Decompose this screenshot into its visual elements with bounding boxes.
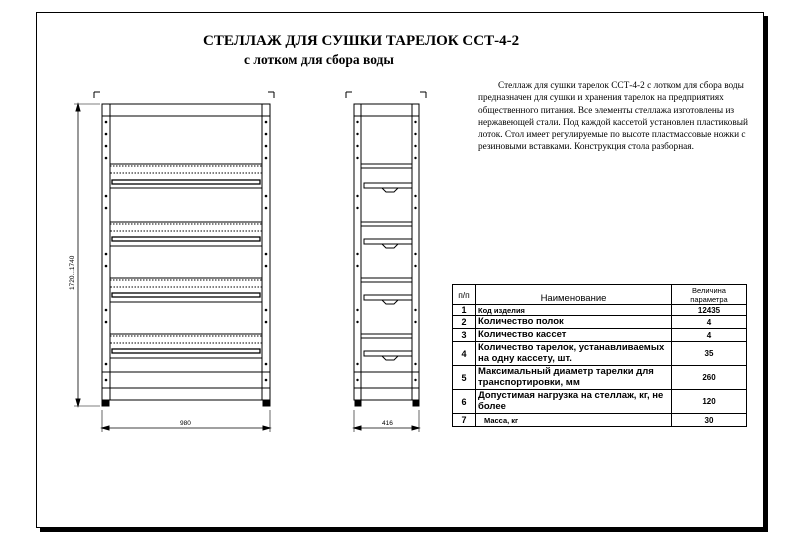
row-value: 35 [672,342,747,366]
row-num: 7 [453,414,476,427]
table-row [453,390,747,414]
row-name: Максимальный диаметр тарелки для транспортировки, мм [476,366,672,390]
specification-table [452,284,747,427]
row-num: 3 [453,329,476,342]
side-view [346,92,426,432]
header-num: п/п [453,285,476,305]
header-name: Наименование [476,285,672,305]
row-name: Количество тарелок, устанавливаемых на одну кассету, шт. [476,342,672,366]
front-shelf-4 [110,334,262,358]
front-view [74,92,274,432]
depth-dimension-label: 416 [382,420,393,427]
row-value: 4 [672,316,747,329]
product-description: Стеллаж для сушки тарелок ССТ-4-2 с лотком для сбора воды предназначен для сушки и хранения тарелок на предприятиях общественного питания. Все элементы стеллажа изготовлены из нержавеющей стали. Под каждой кассетой установлен пластиковый лоток. Стол имеет регулируемые по высоте пластмассовые ножки с резиновыми вставками. Конструкция стола разборная. [478,81,748,153]
header-value: Величина параметра [672,285,747,305]
row-value: 260 [672,366,747,390]
row-num: 5 [453,366,476,390]
row-num: 1 [453,305,476,316]
side-tray-2 [361,222,412,248]
table-row [453,316,747,329]
row-num: 6 [453,390,476,414]
row-value: 12435 [672,305,747,316]
side-tray-1 [361,164,412,192]
side-tray-4 [361,334,412,360]
row-name: Количество полок [476,316,672,329]
upright-holes [105,121,268,382]
title-subtitle: с лотком для сбора воды [244,52,394,67]
row-name: Код изделия [476,305,672,316]
table-row [453,366,747,390]
front-shelf-2 [110,222,262,246]
row-name: Допустимая нагрузка на стеллаж, кг, не более [476,390,672,414]
front-shelf-1 [110,164,262,188]
table-row [453,329,747,342]
row-value: 120 [672,390,747,414]
height-dimension-label: 1720...1740 [69,255,76,290]
front-shelf-3 [110,278,262,302]
spec-header-row [453,285,747,305]
table-row [453,305,747,316]
row-value: 4 [672,329,747,342]
width-dimension-label: 980 [180,420,191,427]
row-name: Количество кассет [476,329,672,342]
title-main: СТЕЛЛАЖ ДЛЯ СУШКИ ТАРЕЛОК ССТ-4-2 [203,33,520,49]
table-row [453,414,747,427]
row-value: 30 [672,414,747,427]
side-tray-3 [361,278,412,304]
row-name: Масса, кг [476,414,672,427]
table-row [453,342,747,366]
row-num: 2 [453,316,476,329]
row-num: 4 [453,342,476,366]
